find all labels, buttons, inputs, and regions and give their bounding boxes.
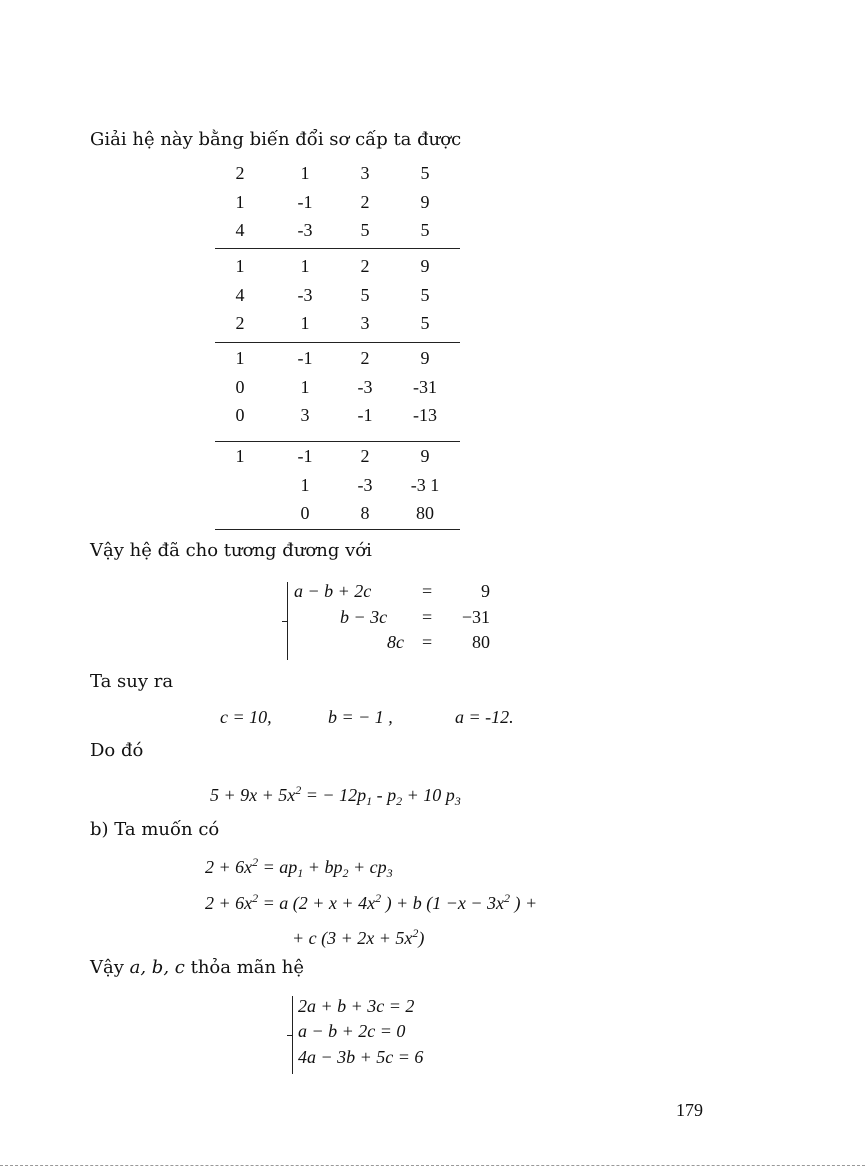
system1-row2-eq: = bbox=[422, 607, 433, 627]
matrix-cell: 4 bbox=[235, 220, 245, 240]
matrix-cell: -31 bbox=[413, 376, 437, 397]
system1-row2-lhs: b − 3c bbox=[340, 607, 388, 627]
matrix-cell: 1 bbox=[235, 191, 245, 212]
system1-brace bbox=[287, 582, 288, 660]
matrix-cell: 2 bbox=[360, 446, 370, 466]
matrix-cell: 9 bbox=[420, 256, 430, 276]
matrix-cell: 0 bbox=[235, 376, 245, 397]
matrix-cell: 2 bbox=[360, 256, 370, 276]
system1-row1-rhs: 9 bbox=[481, 581, 490, 601]
matrix-cell: 1 bbox=[235, 446, 245, 466]
matrix-cell: 5 bbox=[420, 284, 430, 305]
system1-row1-eq: = bbox=[422, 581, 433, 601]
system1-row3-eq: = bbox=[422, 632, 433, 652]
matrix-cell: 5 bbox=[420, 220, 430, 240]
matrix-cell: 1 bbox=[300, 474, 310, 495]
equation-b1: $2 + 6x^2 = ap_1 + bp_2 + cp_3$ bbox=[205, 855, 393, 880]
matrix-cell: 1 bbox=[300, 163, 310, 183]
matrix-cell: -3 bbox=[357, 474, 373, 495]
matrix-cell: 2 bbox=[360, 348, 370, 368]
therefore-text: Do đó bbox=[90, 740, 144, 761]
matrix-cell: -3 1 bbox=[410, 474, 440, 495]
matrix-cell: -13 bbox=[413, 405, 437, 425]
system1-row2-rhs: −31 bbox=[461, 607, 490, 627]
matrix-cell: 4 bbox=[235, 284, 245, 305]
matrix-cell: 0 bbox=[300, 503, 310, 523]
matrix-cell: -3 bbox=[297, 220, 313, 240]
matrix-cell: 2 bbox=[235, 313, 245, 333]
page-bottom-edge bbox=[0, 1165, 865, 1166]
matrix-cell: 8 bbox=[360, 503, 370, 523]
matrix-separator bbox=[215, 441, 460, 442]
equation-b2: $2 + 6x^2 = a$ ($2 + x + 4x^2$ ) + b ($1 -x - 3x^2$ ) + bbox=[205, 891, 538, 913]
matrix-cell: 80 bbox=[416, 503, 434, 523]
matrix-cell: 3 bbox=[360, 163, 370, 183]
infer-text: Ta suy ra bbox=[90, 671, 174, 692]
matrix-cell: 9 bbox=[420, 348, 430, 368]
system1-row3-rhs: 80 bbox=[472, 632, 490, 652]
matrix-cell: 1 bbox=[300, 313, 310, 333]
matrix-cell: 9 bbox=[420, 446, 430, 466]
system2-row3: 4a − 3b + 5c = 6 bbox=[298, 1047, 424, 1067]
matrix-separator bbox=[215, 248, 460, 249]
solution-c: c = 10, bbox=[220, 707, 272, 727]
matrix-cell: 1 bbox=[235, 348, 245, 368]
satisfy-text: Vậy a, b, c thỏa mãn hệ bbox=[90, 957, 305, 978]
matrix-separator bbox=[215, 529, 460, 530]
result-equation: $5 + 9x + 5x^2$ = − $12p_1 - p_2 + 10$ $p_3$ bbox=[210, 783, 461, 808]
matrix-separator bbox=[215, 342, 460, 343]
matrix-cell: -1 bbox=[297, 191, 313, 212]
matrix-cell: -3 bbox=[297, 284, 313, 305]
matrix-cell: 1 bbox=[300, 256, 310, 276]
matrix-cell: -3 bbox=[357, 376, 373, 397]
solution-a: a = -12. bbox=[455, 707, 514, 727]
equation-b3: + c $(3 + 2x + 5x^2)$ bbox=[292, 926, 425, 948]
matrix-cell: 5 bbox=[360, 220, 370, 240]
matrix-cell: 2 bbox=[360, 191, 370, 212]
matrix-cell: 2 bbox=[235, 163, 245, 183]
matrix-cell: -1 bbox=[357, 405, 373, 425]
matrix-cell: 1 bbox=[235, 256, 245, 276]
matrix-cell: -1 bbox=[297, 348, 313, 368]
matrix-cell: 5 bbox=[360, 284, 370, 305]
solution-b: b = − 1 , bbox=[328, 707, 393, 727]
matrix-cell: 9 bbox=[420, 191, 430, 212]
matrix-cell: 5 bbox=[420, 163, 430, 183]
equivalence-text: Vậy hệ đã cho tương đương với bbox=[90, 540, 372, 561]
system1-row3-lhs: 8c bbox=[387, 632, 404, 652]
part-b-text: b) Ta muốn có bbox=[90, 819, 220, 840]
matrix-cell: -1 bbox=[297, 446, 313, 466]
matrix-cell: 3 bbox=[300, 405, 310, 425]
matrix-cell: 3 bbox=[360, 313, 370, 333]
system2-brace bbox=[292, 996, 293, 1074]
matrix-cell: 0 bbox=[235, 405, 245, 425]
page-number: 179 bbox=[676, 1100, 703, 1120]
system1-row1-lhs: a − b + 2c bbox=[294, 581, 372, 601]
matrix-cell: 5 bbox=[420, 313, 430, 333]
intro-text: Giải hệ này bằng biến đổi sơ cấp ta được bbox=[90, 129, 462, 150]
system2-row1: 2a + b + 3c = 2 bbox=[298, 996, 415, 1016]
system2-row2: a − b + 2c = 0 bbox=[298, 1021, 406, 1041]
matrix-cell: 1 bbox=[300, 376, 310, 397]
